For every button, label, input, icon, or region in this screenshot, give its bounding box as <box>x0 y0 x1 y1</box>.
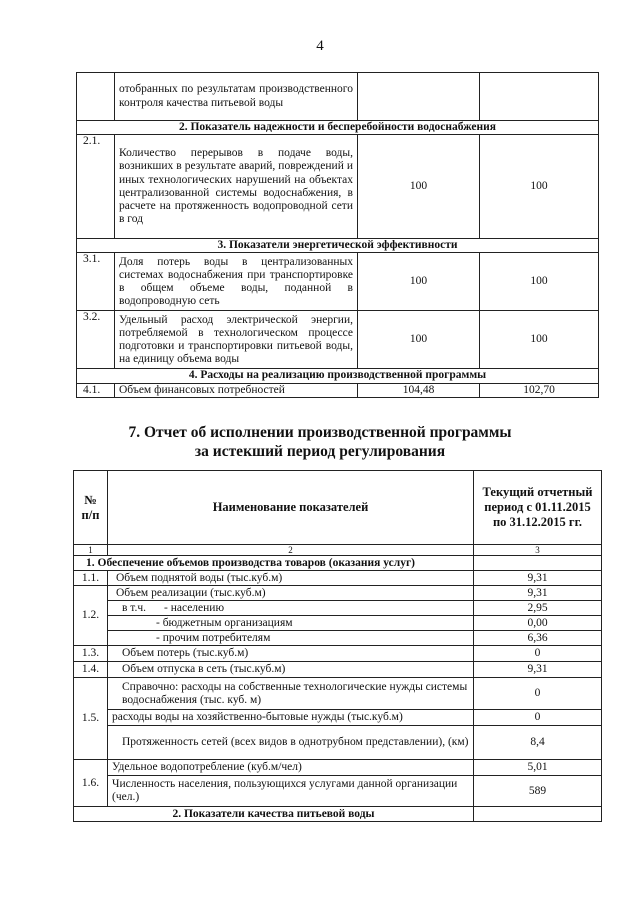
page-number: 4 <box>316 38 324 54</box>
table-row <box>77 135 599 239</box>
value: 104,48 <box>358 383 480 397</box>
column-number: 3 <box>474 545 602 556</box>
indicators-table-continued <box>76 72 599 398</box>
program-report-table <box>73 470 602 822</box>
section-title <box>0 423 640 461</box>
row-number: 1.2. <box>74 586 108 646</box>
table-row <box>74 601 602 616</box>
value: 100 <box>480 253 599 311</box>
section-title-line-1: 7. Отчет об исполнении производственной программы <box>128 424 512 441</box>
header-period: Текущий отчетный период с 01.11.2015 по 31.12.2015 гг. <box>474 471 602 545</box>
indicator-name: Объем поднятой воды (тыс.куб.м) <box>108 571 474 586</box>
section-row <box>77 369 599 383</box>
table-row <box>77 311 599 369</box>
column-number: 2 <box>108 545 474 556</box>
table-row <box>74 678 602 710</box>
table-row <box>74 586 602 601</box>
indicator-name: Численность населения, пользующихся услугами данной организации (чел.) <box>108 776 474 807</box>
indicator-sub-name: - населению <box>164 601 225 614</box>
table-row <box>74 726 602 760</box>
row-number: 1.1. <box>74 571 108 586</box>
value-cell <box>358 73 480 121</box>
table-row <box>74 776 602 807</box>
indicator-name: Объем отпуска в сеть (тыс.куб.м) <box>108 662 474 678</box>
indicator-name: расходы воды на хозяйственно-бытовые нужды (тыс.куб.м) <box>108 710 474 726</box>
value: 589 <box>474 776 602 807</box>
value: 5,01 <box>474 760 602 776</box>
header-indicator-name: Наименование показателей <box>108 471 474 545</box>
section-heading: 1. Обеспечение объемов производства товаров (оказания услуг) <box>74 556 474 571</box>
value: 9,31 <box>474 662 602 678</box>
table-row <box>74 662 602 678</box>
value: 100 <box>358 253 480 311</box>
value: 100 <box>480 135 599 239</box>
section-heading: 3. Показатели энергетической эффективности <box>77 239 599 253</box>
indicator-name: - прочим потребителям <box>108 631 474 646</box>
indicator-name: Объем финансовых потребностей <box>115 383 358 397</box>
row-number: 1.6. <box>74 760 108 807</box>
indicator-name: отобранных по результатам производственного контроля качества питьевой воды <box>115 73 358 121</box>
row-number: 3.1. <box>77 253 115 311</box>
table-row <box>77 383 599 397</box>
row-number: 2.1. <box>77 135 115 239</box>
indicator-name: Объем потерь (тыс.куб.м) <box>108 646 474 662</box>
indicator-name: Доля потерь воды в централизованных системах водоснабжения при транспортировке в общем объеме воды, поданной в водопроводную сеть <box>115 253 358 311</box>
table-row <box>77 73 599 121</box>
section-title-line-2: за истекший период регулирования <box>194 443 446 460</box>
column-number: 1 <box>74 545 108 556</box>
value-cell <box>480 73 599 121</box>
value: 100 <box>358 135 480 239</box>
value: 102,70 <box>480 383 599 397</box>
value: 100 <box>358 311 480 369</box>
table-row <box>74 760 602 776</box>
indicator-name <box>108 601 474 616</box>
indicator-name: Удельный расход электрической энергии, потребляемой в технологическом процессе подготовки и транспортировки питьевой воды, на единицу объема воды <box>115 311 358 369</box>
section-heading: 4. Расходы на реализацию производственной программы <box>77 369 599 383</box>
indicator-name: Объем реализации (тыс.куб.м) <box>108 586 474 601</box>
row-number: 3.2. <box>77 311 115 369</box>
header-row <box>74 471 602 545</box>
section-row <box>77 121 599 135</box>
value: 9,31 <box>474 571 602 586</box>
including-prefix: в т.ч. <box>122 601 146 614</box>
header-number: № п/п <box>74 471 108 545</box>
row-number: 1.4. <box>74 662 108 678</box>
section-row <box>74 807 602 822</box>
column-number-row <box>74 545 602 556</box>
table-row <box>74 646 602 662</box>
section-row <box>74 556 602 571</box>
value: 8,4 <box>474 726 602 760</box>
value: 0 <box>474 646 602 662</box>
row-number: 1.3. <box>74 646 108 662</box>
indicator-name: Количество перерывов в подаче воды, возникших в результате аварий, повреждений и иных технологических нарушений на объектах централизованной системы водоснабжения, в расчете на протяженность водопроводной сети в год <box>115 135 358 239</box>
table-row <box>74 631 602 646</box>
indicator-name: Удельное водопотребление (куб.м/чел) <box>108 760 474 776</box>
section-row <box>77 239 599 253</box>
table-row <box>77 253 599 311</box>
section-heading: 2. Показатель надежности и бесперебойности водоснабжения <box>77 121 599 135</box>
row-number-cell <box>77 73 115 121</box>
table-row <box>74 710 602 726</box>
value: 6,36 <box>474 631 602 646</box>
value: 0 <box>474 710 602 726</box>
indicator-name: - бюджетным организациям <box>108 616 474 631</box>
value: 0,00 <box>474 616 602 631</box>
value-cell <box>474 807 602 822</box>
value: 0 <box>474 678 602 710</box>
row-number: 4.1. <box>77 383 115 397</box>
table-row <box>74 616 602 631</box>
value: 100 <box>480 311 599 369</box>
table-row <box>74 571 602 586</box>
section-heading: 2. Показатели качества питьевой воды <box>74 807 474 822</box>
indicator-name: Протяженность сетей (всех видов в однотрубном представлении), (км) <box>108 726 474 760</box>
value-cell <box>474 556 602 571</box>
row-number: 1.5. <box>74 678 108 760</box>
indicator-name: Справочно: расходы на собственные технологические нужды системы водоснабжения (тыс. куб. м) <box>108 678 474 710</box>
value: 9,31 <box>474 586 602 601</box>
value: 2,95 <box>474 601 602 616</box>
